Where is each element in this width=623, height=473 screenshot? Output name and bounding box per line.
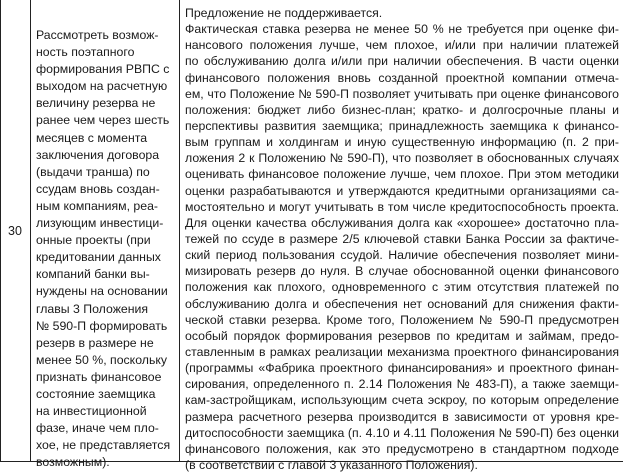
proposal-line: ным компаниям, реа- <box>36 198 159 213</box>
response-line: положения: бюджет либо бизнес-план; кратко- и долгосрочные планы и <box>185 102 619 117</box>
response-line: особый порядок формирования резервов по кредитам и займам, предо- <box>185 328 619 343</box>
response-line: вым группам и холдингам и иную существенную информацию (п. 2 при- <box>185 135 619 150</box>
response-line: дитоспособности заемщика (п. 4.10 и 4.11 Положения № 590-П) без оценки <box>185 425 619 440</box>
response-line: финансового положения, как это предусмотрено в стандартном подходе <box>185 441 619 456</box>
proposal-line: на инвестиционной <box>36 404 147 419</box>
proposal-line: главы 3 Положения <box>36 301 149 316</box>
response-line: перспективы развития заемщика; принадлежность заемщика к финансо- <box>185 118 619 133</box>
response-line: тежей по ссуде в размере 2/5 ключевой ставки Банка России за фактиче- <box>185 231 619 246</box>
proposal-line: состояние заемщика <box>36 386 156 401</box>
response-line: по обслуживанию долга и/или при наличии обеспечения. В части оценки <box>185 54 619 69</box>
proposal-line: признать финансовое <box>36 369 162 384</box>
proposal-line: заключения договора <box>36 147 160 162</box>
response-line: нансового положения лучше, чем плохое, и/или при наличии платежей <box>185 38 619 53</box>
proposal-line: (выдачи транша) по <box>36 164 150 179</box>
response-line: ставленным в рамках реализации механизма проектного финансирования <box>185 344 619 359</box>
proposal-line: величину резерва не <box>36 96 156 111</box>
response-line: (в соответствии с главой 3 указанного Положения). <box>185 457 478 472</box>
response-line: размера расчетного резерва производится в зависимости от уровня кре- <box>185 409 619 424</box>
response-line: оценки разрабатываются и утверждаются кредитными организациями са- <box>185 183 619 198</box>
response-line: обслуживанию долга и обеспечения нет оснований для снижения факти- <box>185 296 619 311</box>
proposal-line: ность поэтапного <box>36 45 135 60</box>
proposal-line: месяцев с момента <box>36 130 148 145</box>
proposal-line: менее 50 %, поскольку <box>36 352 168 367</box>
response-line: ем, что Положение № 590-П позволяет учитывать при оценке финансового <box>185 86 619 101</box>
proposal-line: ранее чем через шесть <box>36 113 170 128</box>
proposal-line: формирования РВПС с <box>36 62 170 77</box>
proposal-line: Рассмотреть возмож- <box>36 28 159 42</box>
proposal-cell <box>36 27 171 471</box>
response-line: Предложение не поддерживается. <box>185 6 383 20</box>
response-line: оценивать финансовое положение лучше, чем плохое. При этом методики <box>185 167 619 182</box>
proposal-line: онные проекты (при <box>36 233 151 248</box>
response-line: мизировать резерв до нуля. В случае обоснованной оценки финансового <box>185 264 619 279</box>
proposal-line: нуждены на основании <box>36 284 168 299</box>
row-number: 30 <box>8 224 22 238</box>
response-line: ложения 2 к Положению № 590-П), что позволяет в обоснованных случаях <box>185 151 619 166</box>
proposal-line: возможным). <box>36 455 110 470</box>
response-line: финансового положения вновь созданной проектной компании отмеча- <box>185 70 619 85</box>
response-line: кам-застройщикам, использующим счета эскроу, по которым определение <box>185 393 619 408</box>
response-line: Для оценки качества обслуживания долга как «хорошее» достаточно пла- <box>185 215 619 230</box>
proposal-line: резерв в размере не <box>36 335 154 350</box>
response-line: ческой ставки резерва. Кроме того, Положением № 590-П предусмотрен <box>185 312 619 327</box>
proposal-line: компаний банки вы- <box>36 267 150 282</box>
proposal-line: лизующим инвестици- <box>36 216 164 231</box>
proposal-line: ссудам вновь создан- <box>36 181 160 196</box>
proposal-line: фазе, иначе чем пло- <box>36 421 159 436</box>
response-cell <box>185 5 619 473</box>
response-line: (программы «Фабрика проектного финансирования» и проектного финан- <box>185 361 619 376</box>
proposal-line: № 590-П формировать <box>36 318 168 333</box>
column-divider-1 <box>30 0 31 462</box>
response-line: мостоятельно и могут учитывать в том числе кредитоспособность проекта. <box>185 199 619 214</box>
proposal-line: кредитовании данных <box>36 250 161 265</box>
column-divider-2 <box>179 0 180 462</box>
proposal-line: хое, не представляется <box>36 438 171 453</box>
response-line: ский период пользования ссудой. Наличие обеспечения позволяет мини- <box>185 248 619 263</box>
proposal-line: выходом на расчетную <box>36 79 168 94</box>
response-line: положения как плохого, одновременного с этим отсутствия платежей по <box>185 280 619 295</box>
response-line: Фактическая ставка резерва не менее 50 % не требуется при оценке фи- <box>185 22 619 37</box>
response-line: сирования, определенного п. 2.14 Положения № 483-П), а также заемщи- <box>185 377 619 392</box>
